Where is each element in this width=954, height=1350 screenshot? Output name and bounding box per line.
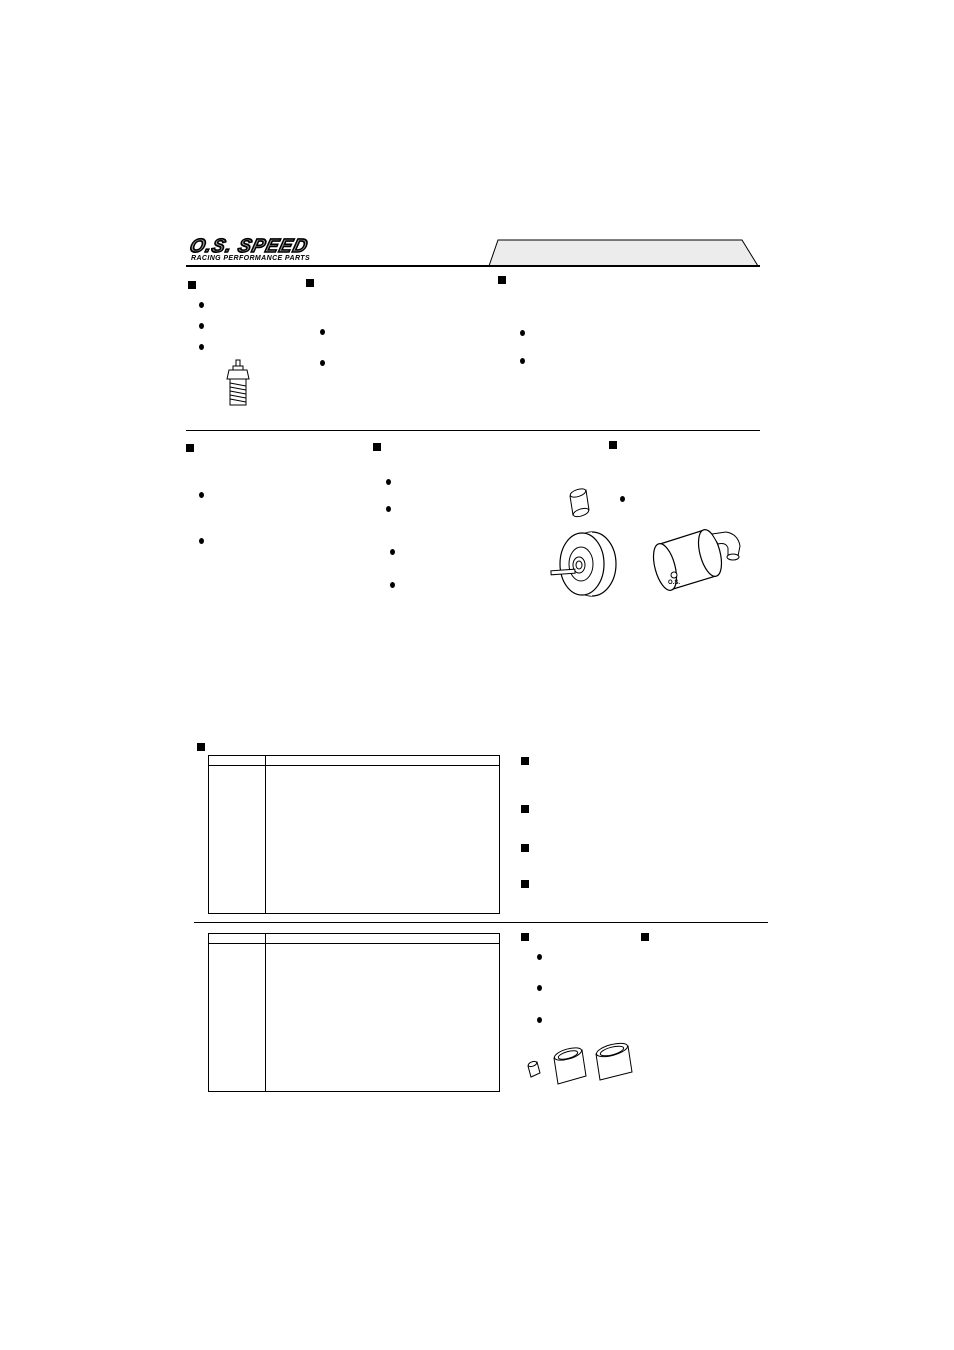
svg-text:O.S.: O.S.	[668, 580, 681, 586]
bullet	[199, 302, 204, 308]
parts-table	[208, 933, 500, 1092]
section-marker	[197, 743, 205, 751]
parts-table	[208, 755, 500, 914]
table-column-divider	[265, 934, 266, 1091]
table-header	[209, 934, 499, 944]
bullet	[199, 492, 204, 498]
bullet	[199, 538, 204, 544]
header-rule	[186, 265, 760, 267]
section-marker	[521, 805, 529, 813]
bullet	[386, 479, 391, 485]
section-marker	[306, 279, 314, 287]
bushing-icon	[524, 1042, 640, 1088]
bullet	[537, 1017, 542, 1023]
brand-tagline: RACING PERFORMANCE PARTS	[191, 255, 311, 262]
table-column-divider	[265, 756, 266, 913]
table-header	[209, 756, 499, 766]
section-marker	[188, 281, 196, 289]
section-marker	[186, 444, 194, 452]
bullet	[520, 358, 525, 364]
bullet	[199, 323, 204, 329]
brand-logo: O.S. SPEED	[187, 236, 311, 257]
section-marker	[521, 880, 529, 888]
bullet	[199, 344, 204, 350]
bullet	[386, 506, 391, 512]
bullet	[390, 582, 395, 588]
sleeve-icon	[566, 488, 592, 518]
section-marker	[521, 933, 529, 941]
section-marker	[521, 844, 529, 852]
flywheel-icon	[548, 528, 620, 600]
air-filter-icon	[648, 520, 746, 596]
section-marker	[521, 757, 529, 765]
glow-plug-icon	[222, 358, 254, 410]
bullet	[620, 496, 625, 502]
section-divider	[186, 430, 760, 431]
bullet	[520, 330, 525, 336]
section-divider	[194, 922, 768, 923]
section-marker	[498, 276, 506, 284]
bullet	[537, 954, 542, 960]
bullet	[537, 985, 542, 991]
header-tab	[488, 239, 761, 268]
bullet	[390, 549, 395, 555]
bullet	[320, 360, 325, 366]
section-marker	[373, 443, 381, 451]
section-marker	[641, 933, 649, 941]
bullet	[320, 329, 325, 335]
section-marker	[609, 441, 617, 449]
